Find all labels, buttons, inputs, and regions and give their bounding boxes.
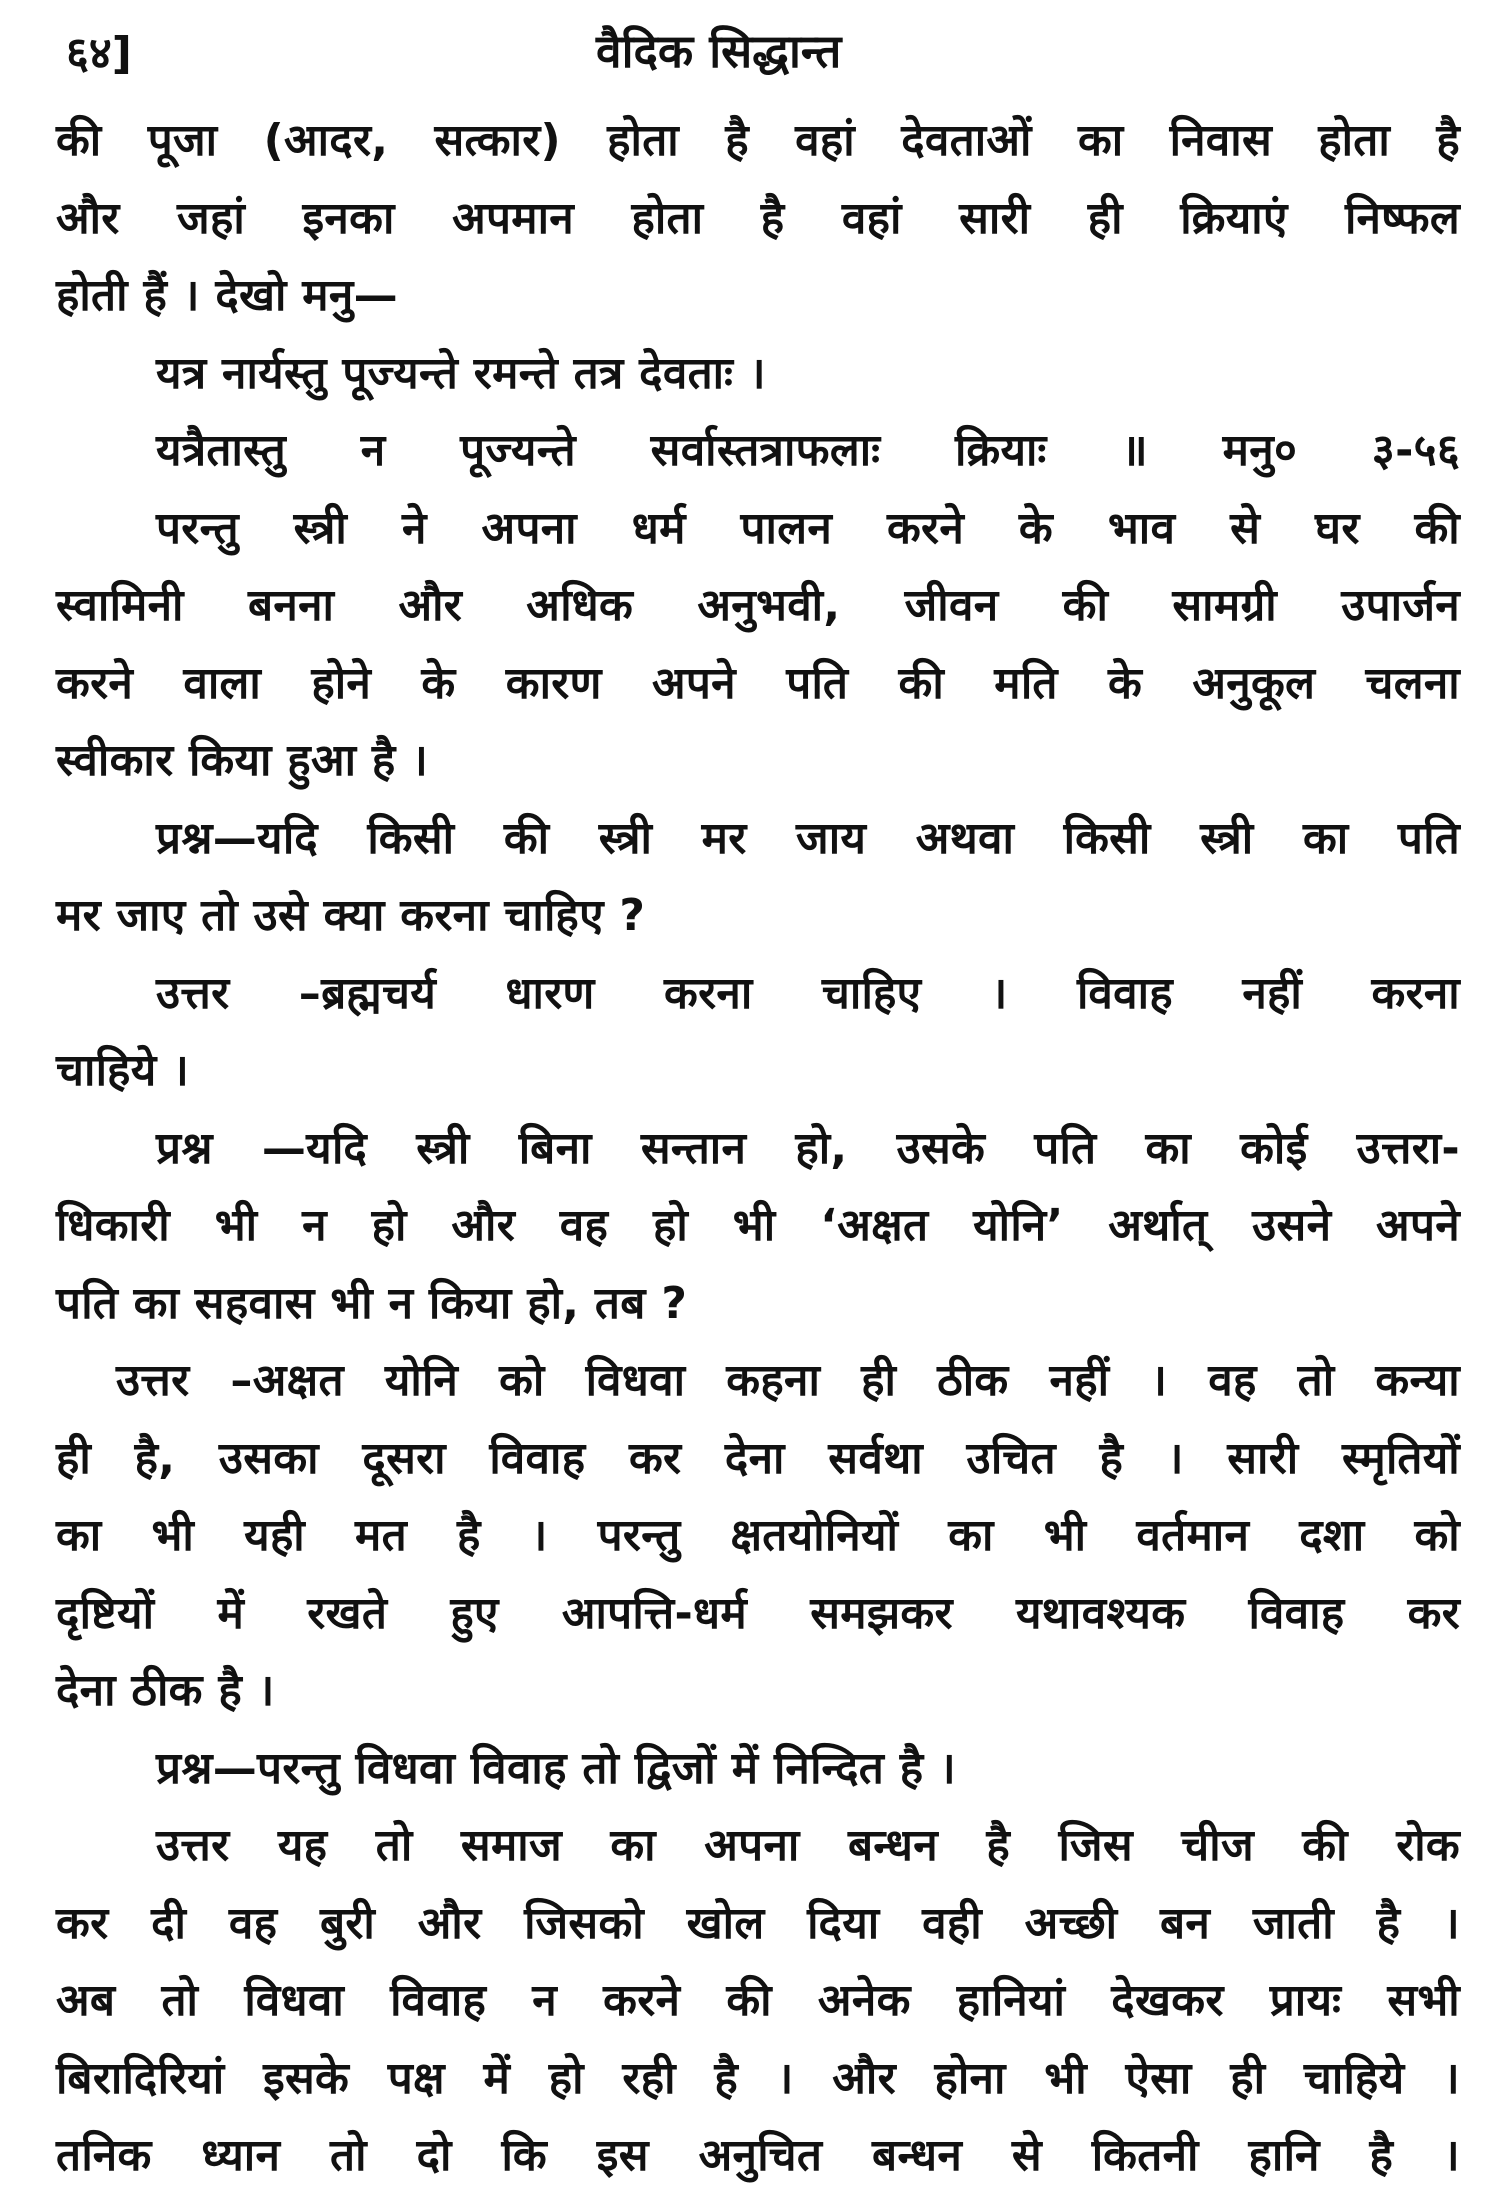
text-line: होती हैं । देखो मनु— <box>56 270 398 321</box>
text-line: करने वाला होने के कारण अपने पति की मति के अनुकूल चलना <box>56 657 1460 709</box>
text-line: की पूजा (आदर, सत्कार) होता है वहां देवताओं का निवास होता है <box>56 115 1460 166</box>
running-title: वैदिक सिद्धान्त <box>596 24 842 78</box>
text-line: का भी यही मत है । परन्तु क्षतयोनियों का भी वर्तमान दशा को <box>56 1510 1460 1561</box>
question-line: प्रश्न—यदि किसी की स्त्री मर जाय अथवा किसी स्त्री का पति <box>156 812 1460 864</box>
text-line: चाहिये । <box>56 1045 190 1096</box>
text-line: देना ठीक है । <box>56 1665 275 1716</box>
text-line: स्वीकार किया हुआ है । <box>56 735 429 786</box>
text-line: बिरादिरियां इसके पक्ष में हो रही है । और होना भी ऐसा ही चाहिये । <box>56 2052 1460 2104</box>
text-line: मर जाए तो उसे क्या करना चाहिए ? <box>56 890 646 941</box>
question-line: प्रश्न —यदि स्त्री बिना सन्तान हो, उसके पति का कोई उत्तरा- <box>156 1122 1460 1174</box>
answer-line: उत्तर यह तो समाज का अपना बन्धन है जिस चीज की रोक <box>156 1820 1460 1871</box>
page-header <box>56 18 1460 88</box>
text-line: परन्तु स्त्री ने अपना धर्म पालन करने के भाव से घर की <box>156 502 1460 554</box>
text-line: दृष्टियों में रखते हुए आपत्ति-धर्म समझकर यथावश्यक विवाह कर <box>56 1587 1460 1639</box>
body-text <box>56 102 1460 2195</box>
text-line: स्वामिनी बनना और अधिक अनुभवी, जीवन की सामग्री उपार्जन <box>56 580 1460 631</box>
text-line: कर दी वह बुरी और जिसको खोल दिया वही अच्छी बन जाती है । <box>56 1897 1460 1949</box>
verse-line: यत्रैतास्तु न पूज्यन्ते सर्वास्तत्राफलाः क्रियाः ॥ मनु० ३-५६ <box>156 425 1460 476</box>
answer-line: उत्तर –ब्रह्मचर्य धारण करना चाहिए । विवाह नहीं करना <box>156 967 1460 1019</box>
text-line: ही है, उसका दूसरा विवाह कर देना सर्वथा उचित है । सारी स्मृतियों <box>56 1432 1460 1484</box>
text-line: अब तो विधवा विवाह न करने की अनेक हानियां देखकर प्रायः सभी <box>56 1975 1460 2026</box>
page-number: ६४] <box>66 28 132 79</box>
text-line: और जहां इनका अपमान होता है वहां सारी ही क्रियाएं निष्फल <box>56 192 1460 244</box>
answer-line: उत्तर –अक्षत योनि को विधवा कहना ही ठीक नहीं । वह तो कन्या <box>116 1355 1460 1406</box>
question-line: प्रश्न—परन्तु विधवा विवाह तो द्विजों में निन्दित है । <box>156 1742 956 1794</box>
text-line: तनिक ध्यान तो दो कि इस अनुचित बन्धन से कितनी हानि है । <box>56 2130 1460 2181</box>
verse-line: यत्र नार्यस्तु पूज्यन्ते रमन्ते तत्र देवताः । <box>156 347 766 399</box>
text-line: धिकारी भी न हो और वह हो भी ‘अक्षत योनि’ अर्थात् उसने अपने <box>56 1200 1460 1251</box>
text-line: पति का सहवास भी न किया हो, तब ? <box>56 1277 688 1329</box>
